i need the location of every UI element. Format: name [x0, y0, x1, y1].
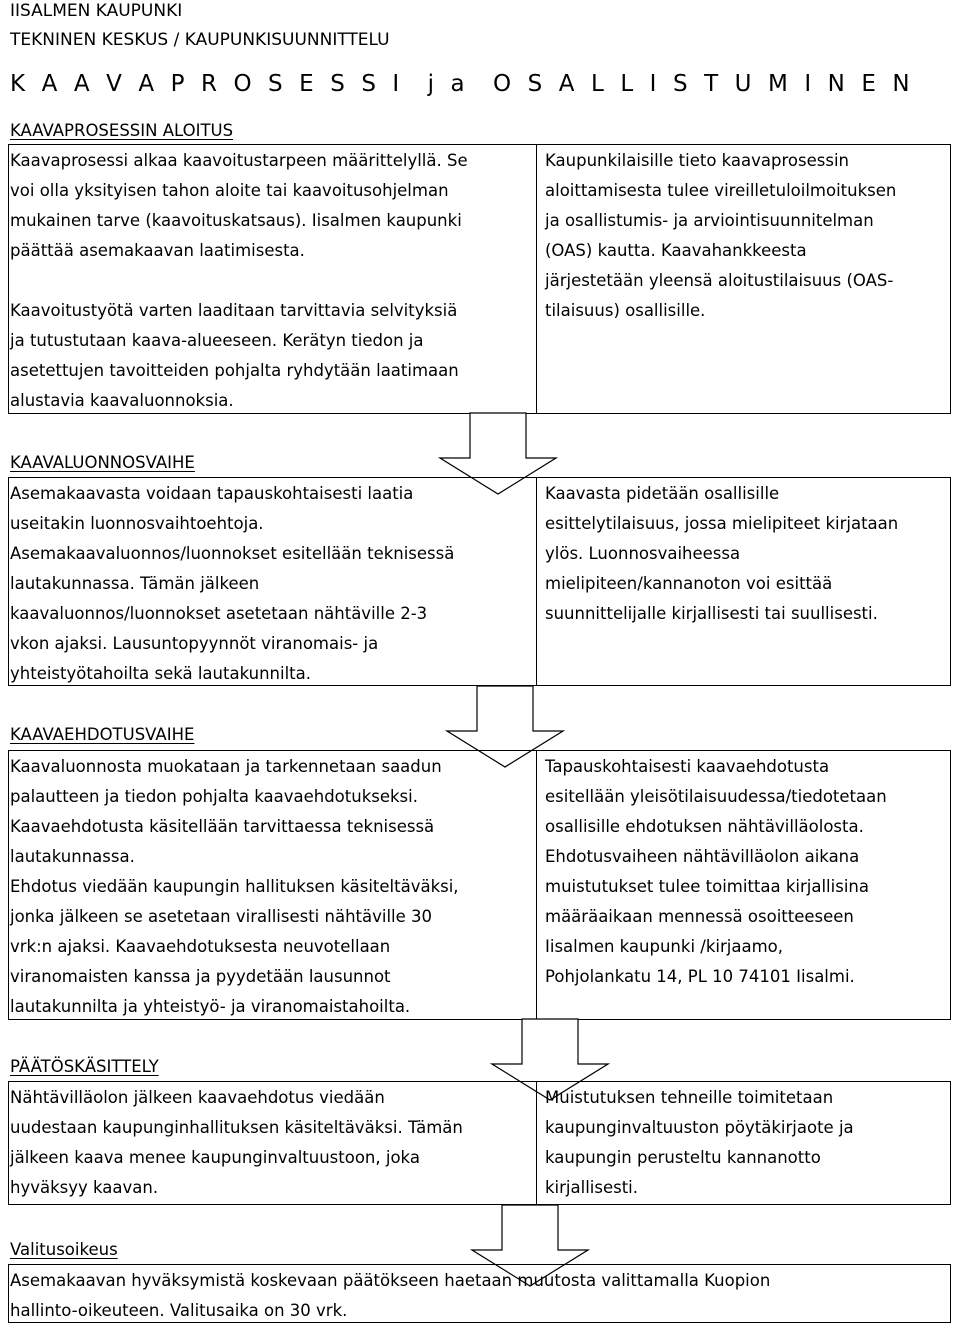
section-heading-decision: PÄÄTÖSKÄSITTELY	[10, 1057, 159, 1076]
section-start-right-text: Kaupunkilaisille tieto kaavaprosessin aloittamisesta tulee vireilletuloilmoituksen ja osallistumis- ja arviointisuunnitelman (OAS) kautta. Kaavahankkeesta järjestetään yleensä aloitustilaisuus (OAS- tilaisuus) osallisille.	[545, 151, 897, 320]
appeal-text: Asemakaavan hyväksymistä koskevaan päätökseen haetaan muutosta valittamalla Kuopion hallinto-oikeuteen. Valitusaika on 30 vrk.	[10, 1271, 771, 1320]
section-proposal-left-text: Kaavaluonnosta muokataan ja tarkennetaan saadun palautteen ja tiedon pohjalta kaavaehdotukseksi. Kaavaehdotusta käsitellään tarvittaessa teknisessä lautakunnassa. Ehdotus viedään kaupungin hallituksen käsiteltäväksi, jonka jälkeen se asetetaan virallisesti nähtäville 30 vrk:n ajaksi. Kaavaehdotuksesta neuvotellaan viranomaisten kanssa ja pyydetään lausunnot lautakunnilta ja yhteistyö- ja viranomaistahoilta.	[10, 757, 459, 1016]
section-start-left-text: Kaavaprosessi alkaa kaavoitustarpeen määrittelyllä. Se voi olla yksityisen tahon aloite tai kaavoitusohjelman mukainen tarve (kaavoituskatsaus). Iisalmen kaupunki päättää asemakaavan laatimisesta. Kaavoitustyötä varten laaditaan tarvittavia selvityksiä ja tutustutaan kaava-alueeseen. Kerätyn tiedon ja asetettujen tavoitteiden pohjalta ryhdytään laatimaan alustavia kaavaluonnoksia.	[10, 151, 468, 410]
section-heading-start: KAAVAPROSESSIN ALOITUS	[10, 121, 234, 140]
section-draft-left-text: Asemakaavasta voidaan tapauskohtaisesti laatia useitakin luonnosvaihtoehtoja. Asemakaavaluonnos/luonnokset esitellään teknisessä lautakunnassa. Tämän jälkeen kaavaluonnos/luonnokset asetetaan nähtäville 2-3 vkon ajaksi. Lausuntopyynnöt viranomais- ja yhteistyötahoilta sekä lautakunnilta.	[10, 484, 455, 683]
section-decision-left-text: Nähtävilläolon jälkeen kaavaehdotus viedään uudestaan kaupunginhallituksen käsiteltäväksi. Tämän jälkeen kaava menee kaupunginvaltuustoon, joka hyväksyy kaavan.	[10, 1088, 463, 1197]
section-decision-right-text: Muistutuksen tehneille toimitetaan kaupunginvaltuuston pöytäkirjaote ja kaupungin perusteltu kannanotto kirjallisesti.	[545, 1088, 854, 1197]
section-proposal-right-text: Tapauskohtaisesti kaavaehdotusta esitellään yleisötilaisuudessa/tiedotetaan osallisille ehdotuksen nähtävilläolosta. Ehdotusvaiheen nähtävilläolon aikana muistutukset tulee toimittaa kirjallisina määräaikaan mennessä osoitteeseen Iisalmen kaupunki /kirjaamo, Pohjolankatu 14, PL 10 74101 Iisalmi.	[545, 757, 887, 986]
section-heading-proposal: KAAVAEHDOTUSVAIHE	[10, 725, 195, 744]
section-heading-draft: KAAVALUONNOSVAIHE	[10, 453, 195, 472]
page-title: K A A V A P R O S E S S I j a O S A L L I S T U M I N E N	[10, 71, 915, 97]
appeal-heading: Valitusoikeus	[10, 1240, 118, 1259]
section-draft-right-text: Kaavasta pidetään osallisille esittelytilaisuus, jossa mielipiteet kirjataan ylös. Luonnosvaiheessa mielipiteen/kannanoton voi esittää suunnittelijalle kirjallisesti tai suullisesti.	[545, 484, 899, 623]
organization-name: IISALMEN KAUPUNKI	[10, 1, 183, 21]
department-name: TEKNINEN KESKUS / KAUPUNKISUUNNITTELU	[10, 30, 390, 50]
